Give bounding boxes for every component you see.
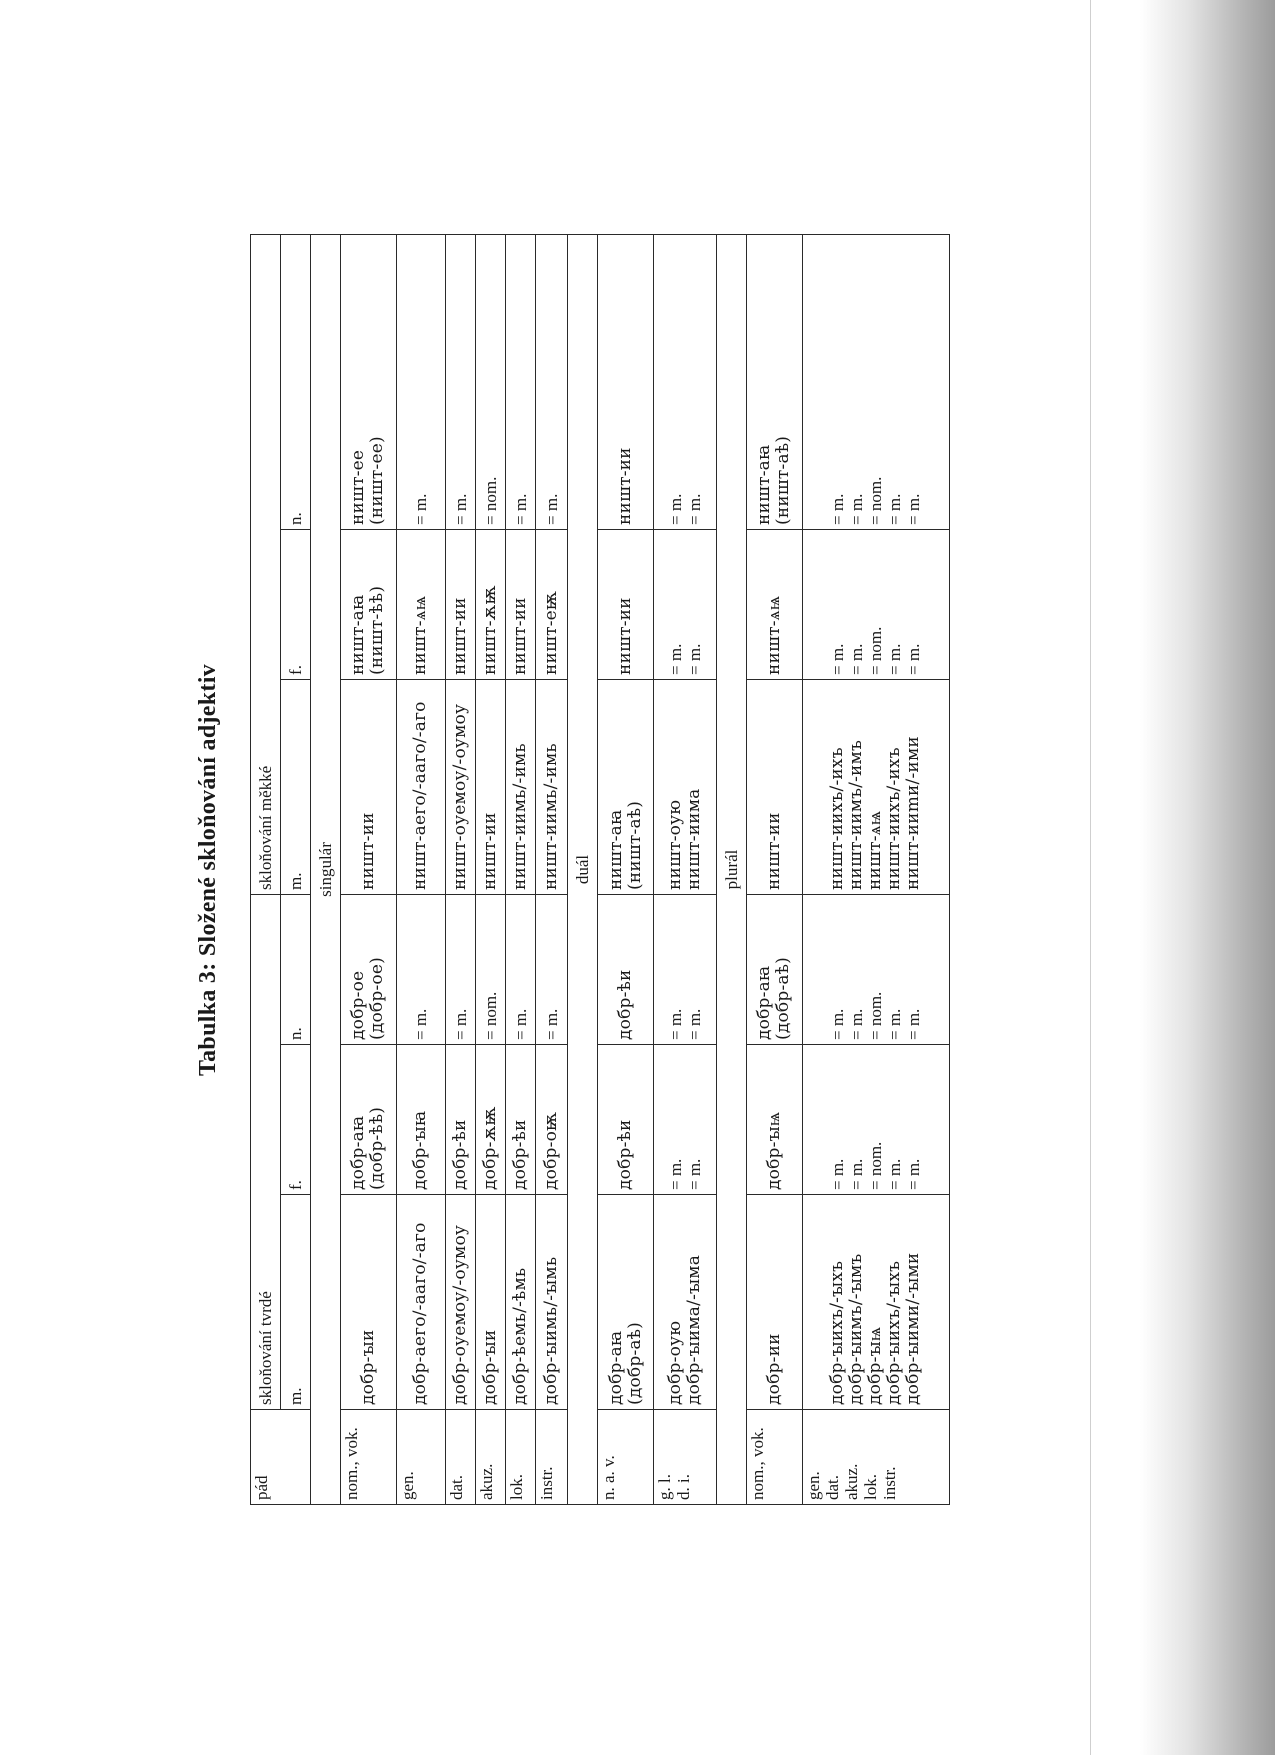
table-row	[746, 234, 802, 1504]
form-text: (добр-аѣ)	[773, 956, 794, 1040]
form-text: добр-оую	[665, 1320, 686, 1405]
form-cell	[802, 1195, 949, 1410]
soft-declension-header: skloňování měkké	[251, 234, 281, 894]
form-text: = nom.	[866, 1141, 886, 1190]
form-cell	[654, 1195, 717, 1410]
form-text: = m.	[828, 643, 848, 675]
page-edge-shadow	[1140, 0, 1275, 1755]
form-text: (добр-ое)	[367, 957, 388, 1040]
form-text: ништ-оую	[665, 799, 686, 890]
form-cell	[396, 679, 445, 894]
form-cell	[475, 894, 505, 1044]
form-cell	[535, 679, 568, 894]
form-cell	[505, 1045, 535, 1195]
case-label: akuz.	[841, 1463, 861, 1500]
case-label: nom., vok.	[341, 1427, 361, 1500]
form-text: = m.	[685, 1008, 705, 1040]
case-label: n. a. v.	[599, 1455, 619, 1500]
section-row	[310, 234, 340, 1504]
gender-header: f.	[280, 529, 310, 679]
form-cell	[505, 894, 535, 1044]
case-label: dat.	[446, 1474, 466, 1500]
form-cell	[396, 1195, 445, 1410]
form-text: (ништ-аѣ)	[624, 800, 645, 890]
form-text: добр-ꙑими/-ꙑми	[903, 1252, 924, 1405]
form-text: добр-оуемоу/-оумоу	[449, 1224, 470, 1405]
form-text: = nom.	[866, 626, 886, 675]
form-text: = m.	[510, 493, 530, 525]
form-text: ништ-ии	[615, 447, 636, 525]
form-text: = m.	[885, 1158, 905, 1190]
form-text: = m.	[411, 493, 431, 525]
table-row	[802, 234, 949, 1504]
case-cell	[802, 1410, 949, 1505]
rotated-table-block	[195, 235, 955, 1505]
form-text: ништ-ии	[357, 812, 378, 890]
form-text: = m.	[666, 493, 686, 525]
form-text: ништ-иима	[684, 788, 705, 890]
form-text: добр-ꙑи	[357, 1329, 378, 1405]
case-cell	[598, 1410, 654, 1505]
form-cell	[445, 894, 475, 1044]
form-text: = m.	[904, 1008, 924, 1040]
section-label: singulár	[310, 234, 340, 1504]
form-text: добр-ꙑꙗ	[410, 1110, 431, 1190]
form-cell	[340, 529, 396, 679]
form-cell	[535, 1045, 568, 1195]
form-text: добр-ѣи	[509, 1119, 530, 1190]
form-cell	[445, 1045, 475, 1195]
form-text: (ништ-аѣ)	[773, 435, 794, 525]
form-text: добр-аꙗ	[348, 1115, 369, 1190]
case-header: pád	[251, 1410, 311, 1505]
form-text: добр-ѣемь/-ѣмь	[509, 1267, 530, 1405]
form-cell	[802, 679, 949, 894]
form-text: = m.	[685, 1158, 705, 1190]
form-cell	[746, 679, 802, 894]
form-cell	[598, 234, 654, 529]
form-text: = m.	[885, 493, 905, 525]
section-label: duál	[568, 234, 598, 1504]
gender-header: f.	[280, 1045, 310, 1195]
form-text: ништ-аꙗ	[348, 594, 369, 675]
form-text: добр-аего/-ааго/-аго	[410, 1222, 431, 1405]
form-text: = m.	[904, 643, 924, 675]
table-row	[654, 234, 717, 1504]
case-label: instr.	[536, 1466, 556, 1500]
case-cell	[654, 1410, 717, 1505]
form-text: добр-ѣи	[615, 1119, 636, 1190]
section-row	[568, 234, 598, 1504]
form-text: ништ-ѧѩ	[763, 595, 784, 675]
form-cell	[654, 234, 717, 529]
header-row-genders	[280, 234, 310, 1504]
case-label: lok.	[506, 1474, 526, 1500]
form-cell	[340, 1045, 396, 1195]
form-text: ништ-аꙗ	[605, 809, 626, 890]
table-row	[535, 234, 568, 1504]
form-text: = m.	[828, 493, 848, 525]
form-cell	[802, 1045, 949, 1195]
case-cell	[746, 1410, 802, 1505]
form-text: добр-ѣи	[615, 969, 636, 1040]
form-text: = m.	[411, 1008, 431, 1040]
section-row	[716, 234, 746, 1504]
form-cell	[475, 1195, 505, 1410]
form-cell	[505, 1195, 535, 1410]
form-cell	[505, 529, 535, 679]
form-cell	[535, 234, 568, 529]
table-row	[445, 234, 475, 1504]
form-text: ништ-ѧѩ	[865, 810, 886, 890]
form-text: ништ-иимь/-имь	[509, 743, 530, 890]
declension-table	[250, 234, 950, 1505]
form-text: = m.	[450, 1008, 470, 1040]
form-cell	[340, 234, 396, 529]
form-text: добр-ꙑимь/-ꙑмь	[541, 1256, 562, 1405]
form-cell	[475, 679, 505, 894]
case-label: d. i.	[674, 1474, 694, 1500]
form-text: ништ-ииmи/-ими	[903, 736, 924, 890]
form-text: = nom.	[480, 991, 500, 1040]
form-text: = m.	[828, 1158, 848, 1190]
gender-header: m.	[280, 1195, 310, 1410]
form-cell	[654, 679, 717, 894]
page-fold-line	[1090, 0, 1091, 1755]
form-cell	[396, 529, 445, 679]
form-text: добр-аꙗ	[754, 965, 775, 1040]
form-text: добр-ꙑи	[479, 1329, 500, 1405]
section-label: plurál	[716, 234, 746, 1504]
header-row-systems	[251, 234, 281, 1504]
form-cell	[598, 1195, 654, 1410]
form-cell	[535, 529, 568, 679]
form-text: ништ-ее	[348, 449, 369, 525]
form-text: добр-аꙗ	[605, 1330, 626, 1405]
form-cell	[445, 529, 475, 679]
form-text: = m.	[847, 493, 867, 525]
form-text: = m.	[666, 1008, 686, 1040]
hard-declension-header: skloňování tvrdé	[251, 894, 281, 1409]
form-text: = nom.	[866, 991, 886, 1040]
form-text: = m.	[847, 643, 867, 675]
form-text: = nom.	[866, 476, 886, 525]
form-cell	[396, 234, 445, 529]
table-title: Tabulka 3: Složené skloňování adjektiv	[195, 664, 221, 1076]
form-cell	[654, 1045, 717, 1195]
form-cell	[475, 529, 505, 679]
case-label: gen.	[803, 1471, 823, 1500]
form-text: ништ-аꙗ	[754, 444, 775, 525]
case-cell	[396, 1410, 445, 1505]
form-text: ништ-оуемоу/-оумоу	[449, 703, 470, 890]
form-cell	[475, 1045, 505, 1195]
table-row	[396, 234, 445, 1504]
form-text: ништ-ии	[615, 597, 636, 675]
form-text: добр-ии	[763, 1333, 784, 1405]
case-cell	[445, 1410, 475, 1505]
form-cell	[746, 529, 802, 679]
form-text: = m.	[885, 1008, 905, 1040]
form-text: ништ-ии	[509, 597, 530, 675]
form-cell	[802, 234, 949, 529]
form-cell	[340, 894, 396, 1044]
form-text: ништ-иимъ/-имъ	[846, 740, 867, 890]
form-cell	[746, 1045, 802, 1195]
case-cell	[475, 1410, 505, 1505]
form-text: ништ-аего/-ааго/-аго	[410, 701, 431, 890]
form-cell	[598, 894, 654, 1044]
form-text: ништ-ии	[449, 597, 470, 675]
form-cell	[340, 679, 396, 894]
case-label: gen.	[397, 1471, 417, 1500]
form-text: = nom.	[480, 476, 500, 525]
form-text: = m.	[510, 1008, 530, 1040]
form-text: ништ-ѧѩ	[410, 595, 431, 675]
form-text: ништ-ии	[763, 812, 784, 890]
case-label: instr.	[879, 1466, 899, 1500]
table-row	[340, 234, 396, 1504]
form-cell	[598, 679, 654, 894]
form-text: добр-ѫѭ	[479, 1106, 500, 1190]
case-label: g. l.	[655, 1474, 675, 1500]
form-text: добр-ꙑихъ/-ꙑхъ	[827, 1260, 848, 1405]
form-text: ништ-еѭ	[541, 590, 562, 675]
gender-header: n.	[280, 894, 310, 1044]
case-label: nom., vok.	[747, 1427, 767, 1500]
form-cell	[505, 679, 535, 894]
form-text: добр-ꙑѩ	[763, 1111, 784, 1190]
case-label: lok.	[860, 1474, 880, 1500]
gender-header: n.	[280, 234, 310, 529]
form-cell	[654, 894, 717, 1044]
form-text: = m.	[847, 1158, 867, 1190]
form-cell	[396, 1045, 445, 1195]
form-cell	[746, 894, 802, 1044]
form-text: добр-ое	[348, 970, 369, 1040]
case-cell	[535, 1410, 568, 1505]
gender-header: m.	[280, 679, 310, 894]
form-cell	[535, 894, 568, 1044]
case-cell	[340, 1410, 396, 1505]
form-cell	[475, 234, 505, 529]
form-cell	[654, 529, 717, 679]
form-cell	[746, 234, 802, 529]
case-label: dat.	[822, 1474, 842, 1500]
form-text: добр-ꙑимъ/-ꙑмъ	[846, 1253, 867, 1405]
form-cell	[598, 529, 654, 679]
form-text: (добр-аѣ)	[624, 1321, 645, 1405]
form-cell	[746, 1195, 802, 1410]
form-text: = m.	[828, 1008, 848, 1040]
form-cell	[505, 234, 535, 529]
form-text: ништ-ии	[479, 812, 500, 890]
form-text: = m.	[847, 1008, 867, 1040]
form-text: = m.	[666, 643, 686, 675]
form-text: = m.	[904, 1158, 924, 1190]
form-text: ништ-иихъ/-ихъ	[884, 747, 905, 890]
form-text: = m.	[542, 493, 562, 525]
case-label: akuz.	[476, 1463, 496, 1500]
form-text: добр-ꙑихъ/-ꙑхъ	[884, 1260, 905, 1405]
form-text: (ништ-ее)	[367, 436, 388, 525]
form-text: = m.	[885, 643, 905, 675]
form-text: ништ-иимь/-имь	[541, 743, 562, 890]
table-body	[251, 234, 950, 1504]
form-cell	[802, 529, 949, 679]
form-text: добр-ѣи	[449, 1119, 470, 1190]
case-cell	[505, 1410, 535, 1505]
form-cell	[802, 894, 949, 1044]
table-row	[598, 234, 654, 1504]
form-text: (ништ-ѣѣ)	[367, 585, 388, 675]
form-text: (добр-ѣѣ)	[367, 1106, 388, 1190]
table-row	[475, 234, 505, 1504]
form-cell	[445, 679, 475, 894]
form-cell	[396, 894, 445, 1044]
form-cell	[445, 1195, 475, 1410]
form-text: добр-ꙑима/-ꙑма	[684, 1254, 705, 1405]
form-text: ништ-ѫѭ	[479, 585, 500, 675]
form-text: ништ-иихъ/-ихъ	[827, 747, 848, 890]
form-text: = m.	[904, 493, 924, 525]
form-cell	[340, 1195, 396, 1410]
form-text: = m.	[450, 493, 470, 525]
form-text: = m.	[666, 1158, 686, 1190]
form-text: = m.	[542, 1008, 562, 1040]
form-text: добр-оѭ	[541, 1111, 562, 1190]
form-cell	[535, 1195, 568, 1410]
form-cell	[598, 1045, 654, 1195]
form-text: = m.	[685, 643, 705, 675]
form-cell	[445, 234, 475, 529]
form-text: = m.	[685, 493, 705, 525]
form-text: добр-ꙑѩ	[865, 1326, 886, 1405]
table-row	[505, 234, 535, 1504]
